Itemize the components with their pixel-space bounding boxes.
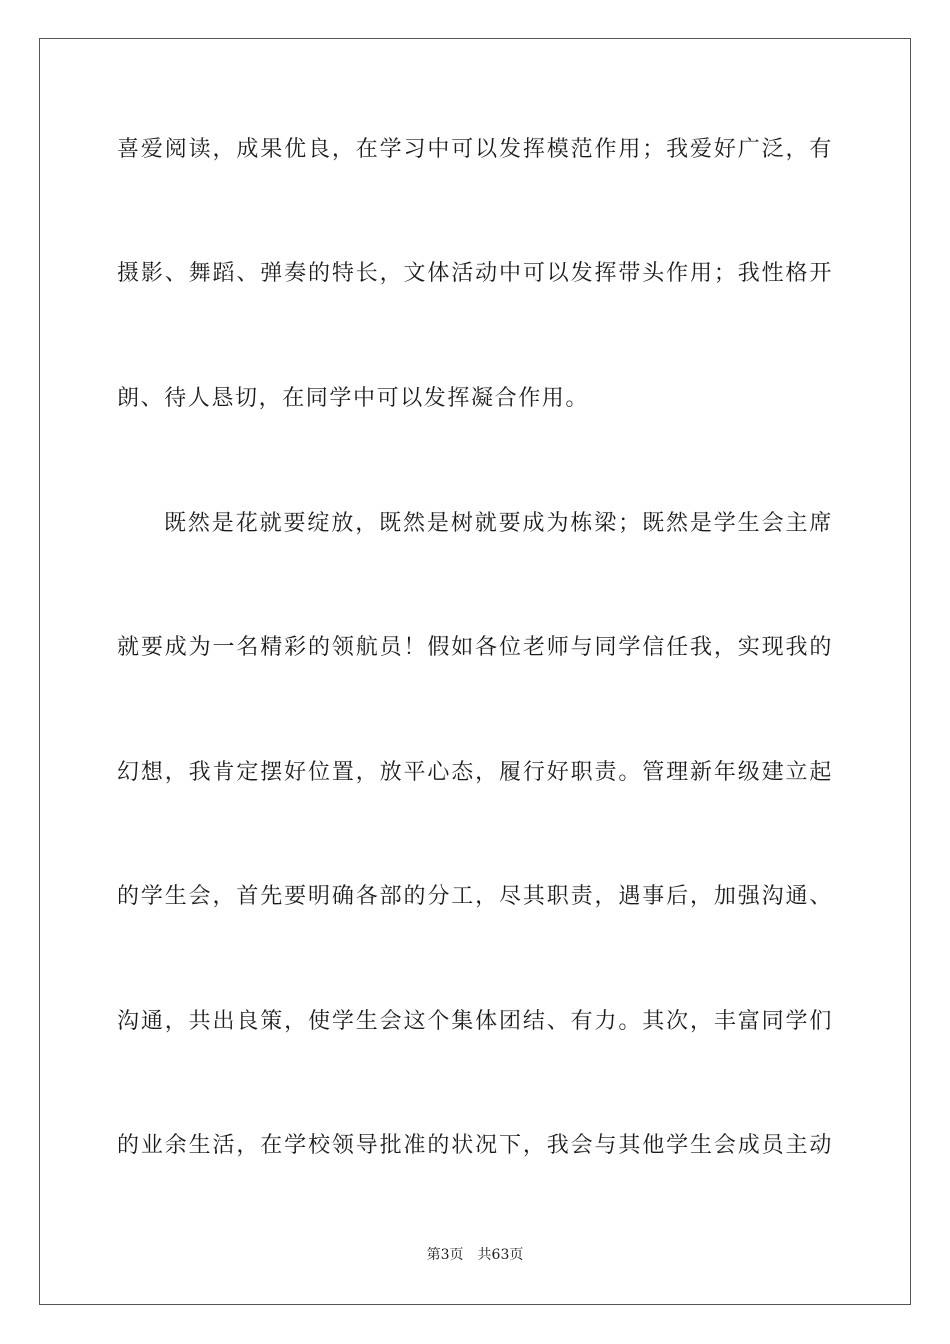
total-pages: 共63页: [477, 1247, 524, 1263]
text-line-9: 的业余生活，在学校领导批准的状况下，我会与其他学生会成员主动: [117, 1133, 833, 1158]
page-footer: [0, 1246, 950, 1264]
text-line-4-paragraph-start: 既然是花就要绽放，既然是树就要成为栋梁；既然是学生会主席: [164, 511, 833, 536]
text-line-2: 摄影、舞蹈、弹奏的特长，文体活动中可以发挥带头作用；我性格开: [117, 261, 833, 286]
text-line-3: 朗、待人恳切，在同学中可以发挥凝合作用。: [117, 386, 590, 411]
text-line-5: 就要成为一名精彩的领航员！假如各位老师与同学信任我，实现我的: [117, 635, 833, 660]
page-number: 第3页: [426, 1247, 464, 1263]
text-line-8: 沟通，共出良策，使学生会这个集体团结、有力。其次，丰富同学们: [117, 1009, 833, 1034]
text-line-1: 喜爱阅读，成果优良，在学习中可以发挥模范作用；我爱好广泛，有: [117, 137, 833, 162]
text-line-7: 的学生会，首先要明确各部的分工，尽其职责，遇事后，加强沟通、: [117, 884, 833, 909]
page-frame: [39, 38, 911, 1305]
text-line-6: 幻想，我肯定摆好位置，放平心态，履行好职责。管理新年级建立起: [117, 760, 833, 785]
